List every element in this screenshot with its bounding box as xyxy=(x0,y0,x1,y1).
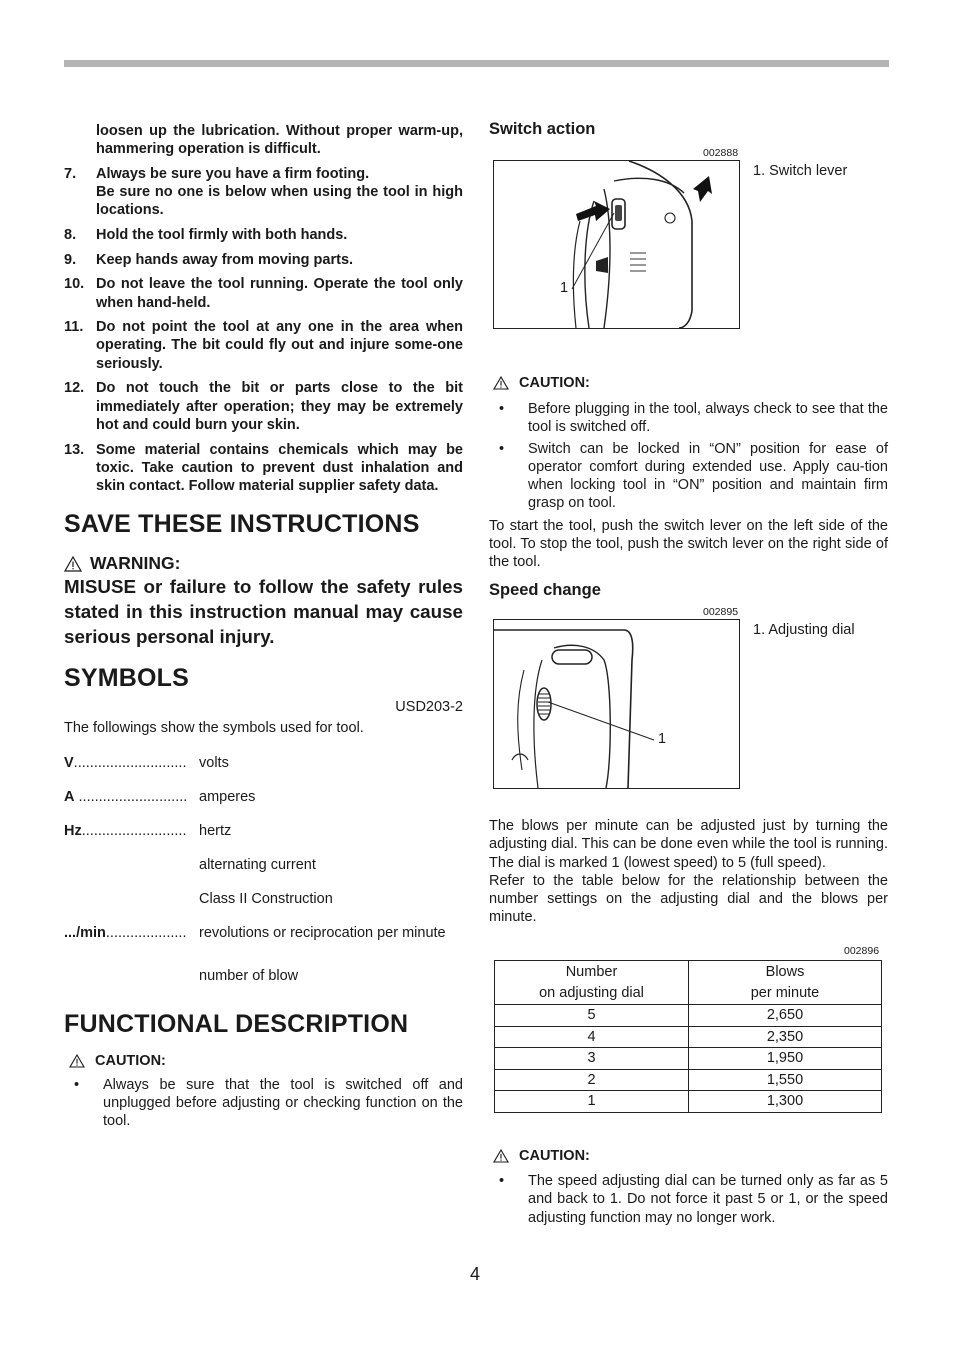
speed-caution-bullets xyxy=(489,1172,888,1227)
rule-item: 7. Always be sure you have a firm footing. Be sure no one is below when using the tool in high locations. xyxy=(64,165,463,219)
switch-legend: 1. Switch lever xyxy=(753,163,848,179)
table-row: 4 2,350 xyxy=(495,1026,882,1048)
switch-caution-bullets xyxy=(489,400,888,600)
caution-heading: CAUTION: xyxy=(69,1053,463,1069)
speed-change-heading: Speed change xyxy=(489,580,601,599)
rule-item: 13. Some material contains chemicals which may be toxic. Take caution to prevent dust inhalation and skin contact. Follow material supplier safety data. xyxy=(64,441,463,495)
symbols-doc-code: USD203-2 xyxy=(395,699,463,716)
speed-figure-code: 002895 xyxy=(703,606,739,618)
caution-triangle-icon xyxy=(69,1054,85,1068)
table-header-blows: Blows per minute xyxy=(689,961,882,1005)
functional-description-heading: FUNCTIONAL DESCRIPTION xyxy=(64,1009,409,1038)
safety-rules-list xyxy=(64,165,463,496)
left-column xyxy=(64,120,463,1131)
rule-item: 12. Do not touch the bit or parts close to the bit immediately after operation; they may be extremely hot and could burn your skin. xyxy=(64,380,463,433)
header-rule xyxy=(64,60,889,67)
switch-caution-block xyxy=(493,375,888,391)
caution-bullet: • The speed adjusting dial can be turned only as far as 5 and back to 1. Do not force it past 5 or 1, or the speed adjusting function may no longer work. xyxy=(499,1173,888,1226)
rule-item: 11. Do not point the tool at any one in the area when operating. The bit could fly out and injure some-one seriously. xyxy=(64,319,463,372)
warning-body: MISUSE or failure to follow the safety rules stated in this instruction manual may cause serious personal injury. xyxy=(64,576,463,648)
save-instructions-heading: SAVE THESE INSTRUCTIONS xyxy=(64,510,420,539)
caution-bullet: • Before plugging in the tool, always check to see that the tool is switched off. xyxy=(499,401,888,436)
caution-heading: CAUTION: xyxy=(493,1148,888,1164)
symbols-list xyxy=(64,754,463,1001)
rule-6-continuation: loosen up the lubrication. Without proper warm-up, hammering operation is difficult. xyxy=(96,123,463,158)
speed-change-figure xyxy=(493,619,740,789)
rule-item: 10. Do not leave the tool running. Operate the tool only when hand-held. xyxy=(64,276,463,311)
speed-callout-number: 1 xyxy=(658,731,667,747)
warning-heading: WARNING: xyxy=(64,553,463,574)
warning-triangle-icon xyxy=(64,556,82,572)
switch-figure-code: 002888 xyxy=(703,147,739,159)
right-column xyxy=(489,120,888,139)
table-header-row xyxy=(495,961,882,1005)
symbol-row: Class II Construction xyxy=(64,890,463,924)
speed-caution-block xyxy=(493,1148,888,1164)
caution-bullet: • Switch can be locked in “ON” position for ease of operator comfort during extended use. Apply cau-tion when locking tool in “ON” position and maintain firm grasp on tool. xyxy=(499,440,888,512)
switch-action-heading: Switch action xyxy=(489,120,596,138)
table-row: 2 1,550 xyxy=(495,1069,882,1091)
switch-action-figure xyxy=(493,160,740,329)
symbol-row: V............................ volts xyxy=(64,754,229,771)
symbol-row: Hz.......................... hertz xyxy=(64,822,232,839)
table-row: 3 1,950 xyxy=(495,1048,882,1070)
symbol-row: .../min.................... revolutions or reciprocation per minute xyxy=(64,924,446,941)
table-row: 5 2,650 xyxy=(495,1005,882,1027)
caution-bullet: • Always be sure that the tool is switched off and unplugged before adjusting or checking function on the tool. xyxy=(74,1076,463,1130)
page-number: 4 xyxy=(470,1264,481,1284)
switch-lever-illustration xyxy=(494,161,739,328)
rule-item: 9. Keep hands away from moving parts. xyxy=(64,251,354,268)
table-row: 1 1,300 xyxy=(495,1091,882,1113)
rule-item: 8. Hold the tool firmly with both hands. xyxy=(64,227,348,244)
speed-table xyxy=(494,960,882,1113)
adjusting-dial-illustration xyxy=(494,620,739,788)
symbols-intro: The followings show the symbols used for tool. xyxy=(64,720,364,737)
speed-text-1: The blows per minute can be adjusted just by turning the adjusting dial. This can be done even while the tool is running. The dial is marked 1 (lowest speed) to 5 (full speed). xyxy=(489,818,888,871)
table-code: 002896 xyxy=(844,945,880,957)
symbols-heading: SYMBOLS xyxy=(64,664,190,693)
caution-triangle-icon xyxy=(493,376,509,390)
speed-text-2: Refer to the table below for the relationship between the number settings on the adjusting dial and the blows per minute. xyxy=(489,872,888,926)
symbol-row: alternating current xyxy=(64,856,463,890)
caution-heading: CAUTION: xyxy=(493,375,888,391)
caution-triangle-icon xyxy=(493,1149,509,1163)
symbol-row: A ........................... amperes xyxy=(64,788,256,805)
switch-action-text: To start the tool, push the switch lever on the left side of the tool. To stop the tool, push the switch lever on the right side of the tool. xyxy=(489,517,888,571)
table-header-number: Number on adjusting dial xyxy=(495,961,689,1005)
switch-callout-number: 1 xyxy=(560,280,569,296)
symbol-row: number of blow xyxy=(64,967,463,1001)
speed-text-block xyxy=(489,817,888,927)
speed-legend: 1. Adjusting dial xyxy=(753,622,855,638)
